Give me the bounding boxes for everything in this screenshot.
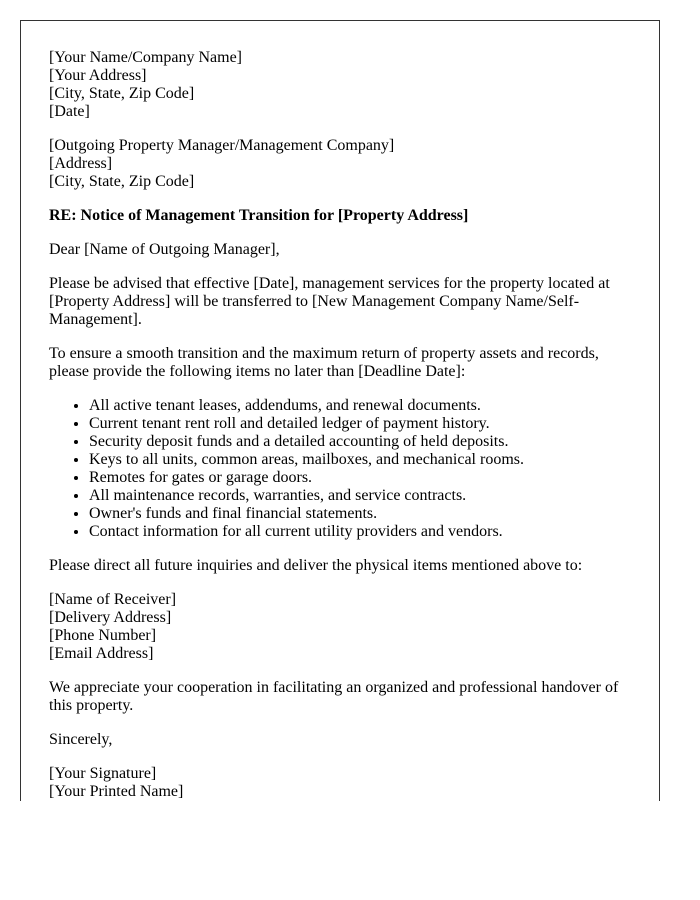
receiver-name: [Name of Receiver] — [49, 591, 177, 608]
list-item: • Contact information for all current utility providers and vendors. — [89, 523, 631, 541]
list-item: • Remotes for gates or garage doors. — [89, 469, 631, 487]
list-item: • All active tenant leases, addendums, and renewal documents. — [89, 397, 631, 415]
sender-address: [Your Address] — [49, 67, 147, 84]
required-items-list — [49, 397, 631, 541]
list-item: • Current tenant rent roll and detailed ledger of payment history. — [89, 415, 631, 433]
list-item: • All maintenance records, warranties, and service contracts. — [89, 487, 631, 505]
signature-placeholder: [Your Signature] — [49, 765, 157, 782]
subject-line: RE: Notice of Management Transition for [Property Address] — [49, 207, 469, 224]
sender-city-state-zip: [City, State, Zip Code] — [49, 85, 195, 102]
recipient-name: [Outgoing Property Manager/Management Company] — [49, 137, 395, 154]
letter-document — [20, 20, 660, 801]
delivery-address: [Delivery Address] — [49, 609, 172, 626]
body-paragraph-effective-date: Please be advised that effective [Date], management services for the property located at [Property Address] will be transferred to [New Management Company Name/Self-Management]. — [49, 275, 610, 328]
recipient-address-block — [49, 137, 631, 191]
printed-name: [Your Printed Name] — [49, 783, 184, 800]
sender-address-block — [49, 49, 631, 121]
list-item: • Security deposit funds and a detailed accounting of held deposits. — [89, 433, 631, 451]
recipient-address: [Address] — [49, 155, 113, 172]
body-paragraph-delivery-instructions: Please direct all future inquiries and deliver the physical items mentioned above to: — [49, 557, 583, 574]
email-address: [Email Address] — [49, 645, 154, 662]
body-paragraph-appreciation: We appreciate your cooperation in facilitating an organized and professional handover of this property. — [49, 679, 619, 714]
list-item: • Owner's funds and final financial statements. — [89, 505, 631, 523]
body-paragraph-request: To ensure a smooth transition and the maximum return of property assets and records, please provide the following items no later than [Deadline Date]: — [49, 345, 599, 380]
closing: Sincerely, — [49, 731, 113, 748]
list-item: • Keys to all units, common areas, mailboxes, and mechanical rooms. — [89, 451, 631, 469]
signature-block — [49, 765, 631, 801]
phone-number: [Phone Number] — [49, 627, 157, 644]
recipient-city-state-zip: [City, State, Zip Code] — [49, 173, 195, 190]
letter-date: [Date] — [49, 103, 90, 120]
salutation: Dear [Name of Outgoing Manager], — [49, 241, 280, 258]
delivery-contact-block — [49, 591, 631, 663]
sender-name: [Your Name/Company Name] — [49, 49, 243, 66]
